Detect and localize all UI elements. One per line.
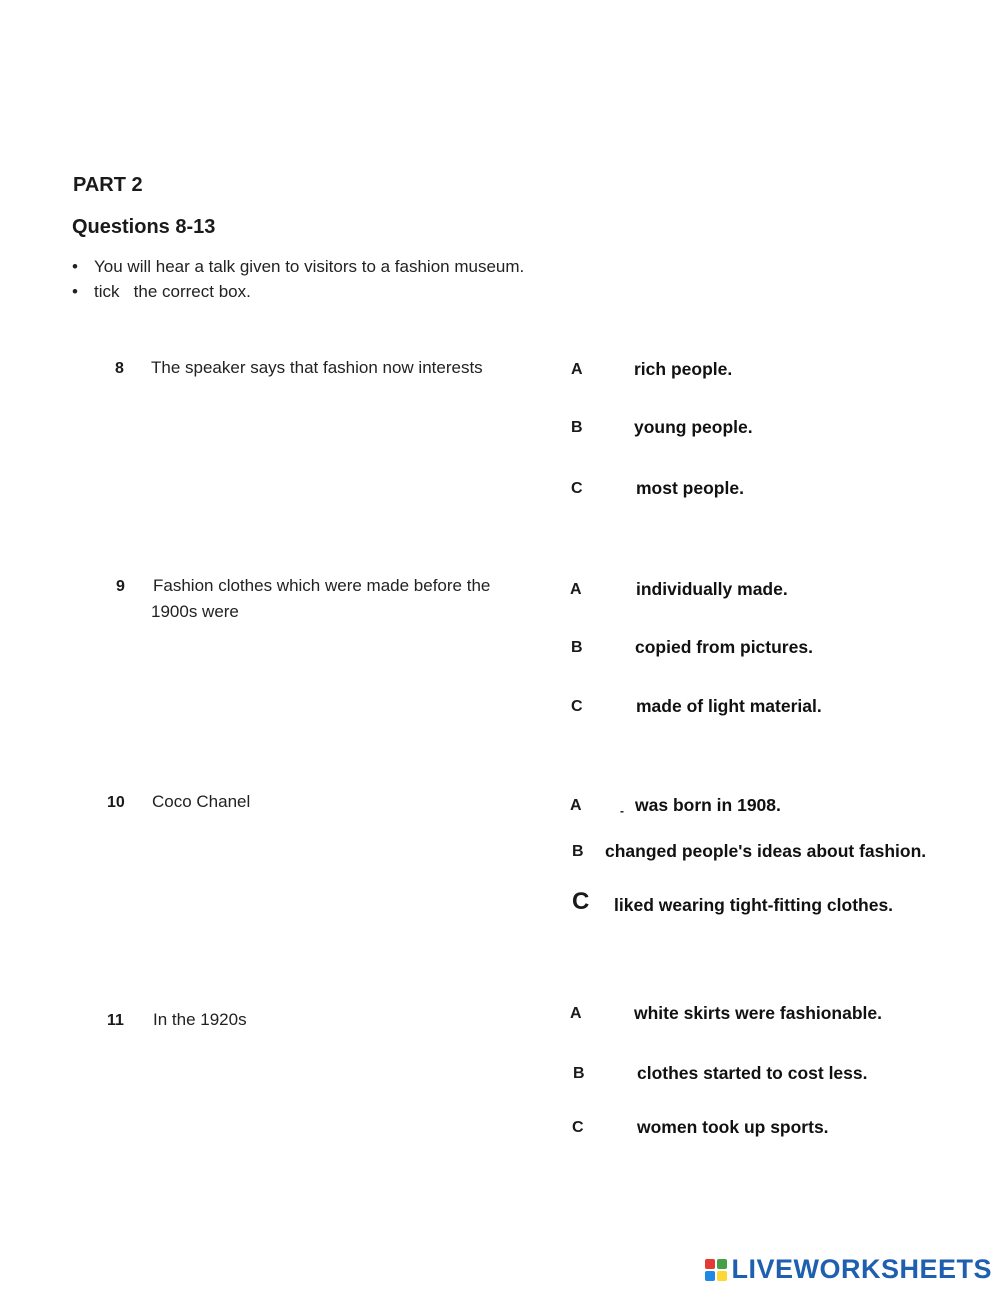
question-9-option-c-letter: C (571, 698, 583, 715)
question-8-number: 8 (115, 360, 124, 377)
part-title: PART 2 (73, 174, 143, 196)
questions-range: Questions 8-13 (72, 216, 216, 238)
question-9-option-c[interactable]: made of light material. (636, 696, 822, 716)
logo-tile (717, 1259, 727, 1269)
question-11-option-c-letter: C (572, 1119, 584, 1136)
logo-tile (705, 1259, 715, 1269)
question-8-option-b-letter: B (571, 419, 583, 436)
question-10-text: Coco Chanel (152, 792, 251, 811)
question-9-text: Fashion clothes which were made before the 1900s were (151, 576, 491, 621)
question-9-option-b[interactable]: copied from pictures. (635, 637, 813, 657)
bullet-icon: • (72, 257, 78, 276)
logo-blocks-icon (705, 1259, 727, 1281)
question-10-option-a[interactable]: was born in 1908. (635, 795, 781, 815)
question-8-option-b[interactable]: young people. (634, 417, 753, 437)
question-9-option-a[interactable]: individually made. (636, 579, 788, 599)
question-11-option-b-letter: B (573, 1065, 585, 1082)
question-11-option-a-letter: A (570, 1005, 582, 1022)
question-9-option-a-letter: A (570, 581, 582, 598)
question-11-text: In the 1920s (153, 1010, 247, 1029)
dash-mark: - (620, 804, 624, 818)
question-8-option-a-letter: A (571, 361, 583, 378)
question-10-option-b[interactable]: changed people's ideas about fashion. (605, 841, 927, 861)
question-10-option-a-letter: A (570, 797, 582, 814)
instruction-2 (72, 282, 251, 302)
question-11-option-a[interactable]: white skirts were fashionable. (634, 1003, 882, 1023)
question-8-option-a[interactable]: rich people. (634, 359, 733, 379)
question-8-option-c-letter: C (571, 480, 583, 497)
question-8-option-c[interactable]: most people. (636, 478, 744, 498)
question-10-option-c-letter: C (572, 888, 590, 915)
question-9-number: 9 (116, 578, 125, 595)
question-10-number: 10 (107, 794, 125, 811)
instruction-1 (72, 257, 524, 277)
logo-tile (705, 1271, 715, 1281)
logo-tile (717, 1271, 727, 1281)
instruction-text: tick the correct box. (94, 282, 251, 301)
question-10-option-b-letter: B (572, 843, 584, 860)
question-11-option-c[interactable]: women took up sports. (637, 1117, 829, 1137)
question-8-text: The speaker says that fashion now interests (151, 358, 483, 377)
logo-text: LIVEWORKSHEETS (731, 1254, 992, 1284)
bullet-icon: • (72, 282, 78, 301)
question-11-option-b[interactable]: clothes started to cost less. (637, 1063, 868, 1083)
instruction-text: You will hear a talk given to visitors to a fashion museum. (94, 257, 525, 276)
question-10-option-c[interactable]: liked wearing tight-fitting clothes. (614, 895, 894, 915)
question-9-option-b-letter: B (571, 639, 583, 656)
question-11-number: 11 (107, 1012, 124, 1029)
liveworksheets-logo[interactable] (705, 1254, 992, 1285)
